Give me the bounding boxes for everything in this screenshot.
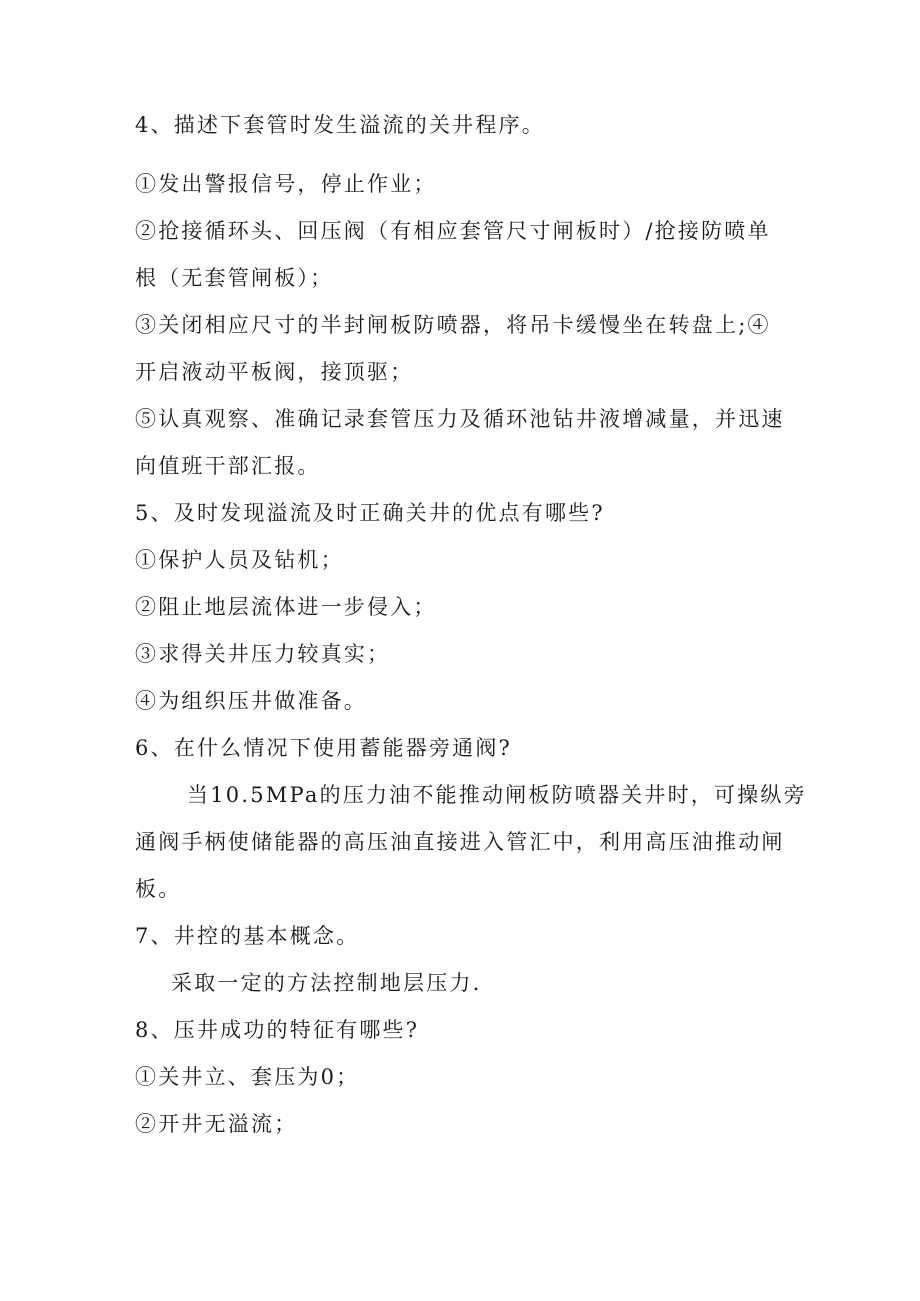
answer-4-line-6: ⑤认真观察、准确记录套管压力及循环池钻井液增减量，并迅速 — [135, 407, 785, 431]
answer-5-line-2: ②阻止地层流体进一步侵入； — [135, 595, 437, 619]
answer-8-line-2: ②开井无溢流； — [135, 1112, 298, 1136]
question-7: 7、井控的基本概念。 — [135, 924, 360, 948]
answer-5-line-4: ④为组织压井做准备。 — [135, 689, 367, 713]
answer-4-line-7: 向值班干部汇报。 — [135, 454, 321, 478]
answer-8-line-1: ①关井立、套压为0； — [135, 1065, 360, 1089]
document-body — [135, 102, 807, 1148]
question-4: 4、描述下套管时发生溢流的关井程序。 — [135, 113, 545, 137]
answer-5-line-1: ①保护人员及钻机； — [135, 548, 344, 572]
answer-4-line-2: ②抢接循环头、回压阀（有相应套管尺寸闸板时）/抢接防喷单 — [135, 219, 771, 243]
answer-4-line-5: 开启液动平板阀，接顶驱； — [135, 360, 414, 384]
answer-7-line-1: 采取一定的方法控制地层压力. — [171, 971, 482, 995]
answer-6-line-2: 通阀手柄使储能器的高压油直接进入管汇中，利用高压油推动闸 — [135, 830, 785, 854]
question-5: 5、及时发现溢流及时正确关井的优点有哪些? — [135, 501, 605, 525]
answer-4-line-3: 根（无套管闸板）； — [135, 266, 334, 290]
question-6: 6、在什么情况下使用蓄能器旁通阀? — [135, 736, 513, 760]
answer-6-line-1: 当10.5MPa的压力油不能推动闸板防喷器关井时，可操纵旁 — [187, 783, 807, 807]
answer-6-line-3: 板。 — [135, 877, 182, 901]
answer-4-line-4: ③关闭相应尺寸的半封闸板防喷器，将吊卡缓慢坐在转盘上;④ — [135, 313, 771, 337]
answer-5-line-3: ③求得关井压力较真实； — [135, 642, 391, 666]
question-8: 8、压井成功的特征有哪些? — [135, 1018, 420, 1042]
answer-4-line-1: ①发出警报信号，停止作业； — [135, 172, 437, 196]
